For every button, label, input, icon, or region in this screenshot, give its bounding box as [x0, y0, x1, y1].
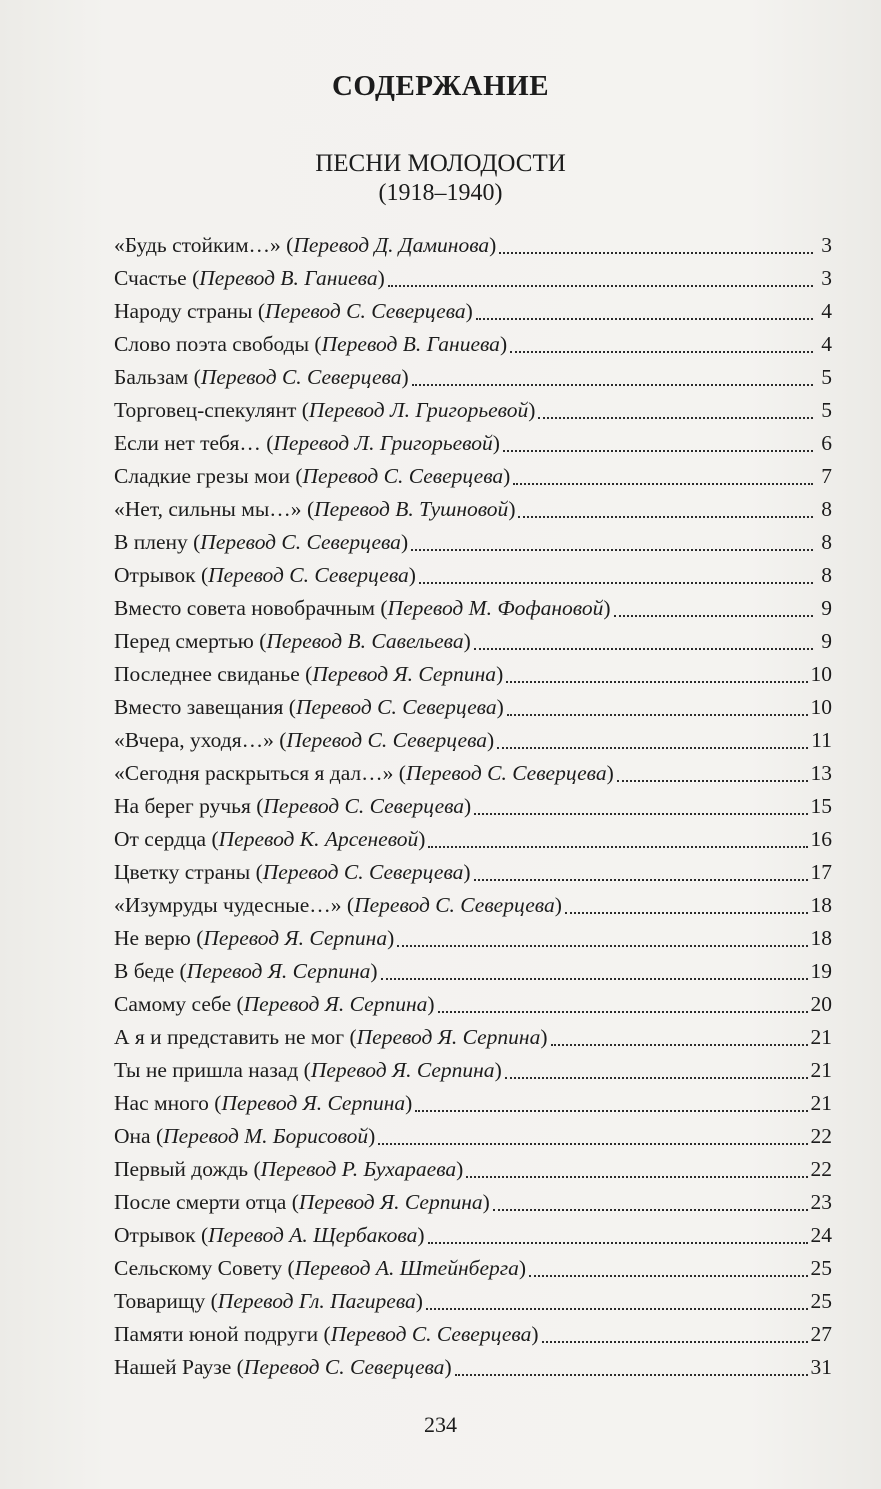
translator-credit: Перевод Д. Даминова: [293, 233, 490, 257]
toc-entry: [114, 526, 832, 559]
poem-title: Перед смертью: [114, 629, 254, 653]
toc-entry-title: В беде (Перевод Я. Серпина): [114, 959, 378, 983]
poem-title: А я и представить не мог: [114, 1025, 345, 1049]
toc-page-number: 3: [821, 233, 832, 257]
translator-credit: Перевод Л. Григорьевой: [273, 431, 493, 455]
toc-entry-title: Самому себе (Перевод Я. Серпина): [114, 992, 435, 1016]
poem-title: Не верю: [114, 926, 191, 950]
toc-entry-title: Народу страны (Перевод С. Северцева): [114, 299, 473, 323]
toc-page-number: 7: [821, 464, 832, 488]
toc-entry: [114, 262, 832, 295]
toc-entry-title: Нас много (Перевод Я. Серпина): [114, 1091, 413, 1115]
toc-page-number: 27: [810, 1322, 832, 1346]
translator-credit: Перевод Гл. Пагирева: [217, 1289, 416, 1313]
toc-page-number: 11: [811, 728, 832, 752]
dot-leader: [499, 252, 813, 254]
poem-title: Народу страны: [114, 299, 253, 323]
toc-entry: [114, 394, 832, 427]
dot-leader: [617, 780, 808, 782]
toc-page-number: 31: [810, 1355, 832, 1379]
toc-entry: [114, 295, 832, 328]
poem-title: Товарищу: [114, 1289, 206, 1313]
toc-entry-title: Не верю (Перевод Я. Серпина): [114, 926, 395, 950]
toc-page-number: 6: [821, 431, 832, 455]
poem-title: От сердца: [114, 827, 207, 851]
dot-leader: [493, 1209, 808, 1211]
poem-title: Сельскому Совету: [114, 1256, 283, 1280]
dot-leader: [614, 615, 813, 617]
toc-entry: [114, 922, 832, 955]
dot-leader: [542, 1341, 808, 1343]
translator-credit: Перевод Р. Бухараева: [260, 1157, 457, 1181]
translator-credit: Перевод М. Борисовой: [163, 1124, 369, 1148]
poem-title: Отрывок: [114, 1223, 196, 1247]
toc-page-number: 9: [821, 596, 832, 620]
dot-leader: [518, 516, 813, 518]
toc-entry: [114, 1120, 832, 1153]
poem-title: Счастье: [114, 266, 187, 290]
toc-entry: [114, 823, 832, 856]
toc-page-number: 3: [821, 266, 832, 290]
toc-page-number: 18: [810, 893, 832, 917]
translator-credit: Перевод Я. Серпина: [221, 1091, 406, 1115]
toc-entry-title: Памяти юной подруги (Перевод С. Северцева): [114, 1322, 539, 1346]
toc-entry-title: Вместо завещания (Перевод С. Северцева): [114, 695, 504, 719]
toc-entry: [114, 889, 832, 922]
dot-leader: [428, 1242, 808, 1244]
translator-credit: Перевод В. Ганиева: [321, 332, 500, 356]
section-title: ПЕСНИ МОЛОДОСТИ: [315, 150, 566, 177]
toc-page-number: 13: [810, 761, 832, 785]
toc-entry-title: «Изумруды чудесные…» (Перевод С. Северцева): [114, 893, 562, 917]
translator-credit: Перевод С. Северцева: [243, 1355, 445, 1379]
translator-credit: Перевод В. Тушновой: [314, 497, 509, 521]
toc-entry: [114, 1021, 832, 1054]
translator-credit: Перевод М. Фофановой: [387, 596, 604, 620]
poem-title: В плену: [114, 530, 188, 554]
toc-page-number: 4: [821, 332, 832, 356]
poem-title: Торговец-спекулянт: [114, 398, 297, 422]
poem-title: Самому себе: [114, 992, 232, 1016]
toc-page-number: 23: [810, 1190, 832, 1214]
toc-entry: [114, 460, 832, 493]
table-of-contents: [114, 229, 832, 1384]
toc-entry: [114, 1285, 832, 1318]
toc-entry-title: На берег ручья (Перевод С. Северцева): [114, 794, 472, 818]
toc-entry: [114, 625, 832, 658]
toc-entry: [114, 361, 832, 394]
dot-leader: [388, 285, 813, 287]
toc-page-number: 24: [810, 1223, 832, 1247]
poem-title: «Изумруды чудесные…»: [114, 893, 342, 917]
translator-credit: Перевод С. Северцева: [330, 1322, 532, 1346]
poem-title: Если нет тебя…: [114, 431, 261, 455]
dot-leader: [538, 417, 813, 419]
poem-title: «Сегодня раскрыться я дал…»: [114, 761, 394, 785]
poem-title: Она: [114, 1124, 151, 1148]
dot-leader: [466, 1176, 807, 1178]
dot-leader: [551, 1044, 808, 1046]
translator-credit: Перевод Я. Серпина: [312, 662, 497, 686]
toc-entry-title: «Нет, сильны мы…» (Перевод В. Тушновой): [114, 497, 516, 521]
dot-leader: [510, 351, 813, 353]
translator-credit: Перевод А. Щербакова: [208, 1223, 418, 1247]
dot-leader: [506, 681, 807, 683]
toc-page-number: 8: [821, 497, 832, 521]
translator-credit: Перевод С. Северцева: [286, 728, 488, 752]
poem-title: «Вчера, уходя…»: [114, 728, 274, 752]
toc-entry-title: «Вчера, уходя…» (Перевод С. Северцева): [114, 728, 495, 752]
translator-credit: Перевод Я. Серпина: [186, 959, 371, 983]
poem-title: Бальзам: [114, 365, 189, 389]
toc-page-number: 22: [810, 1157, 832, 1181]
toc-entry: [114, 1054, 832, 1087]
toc-entry-title: Сельскому Совету (Перевод А. Штейнберга): [114, 1256, 527, 1280]
dot-leader: [503, 450, 813, 452]
toc-entry: [114, 328, 832, 361]
toc-entry: [114, 724, 832, 757]
toc-entry: [114, 757, 832, 790]
translator-credit: Перевод С. Северцева: [200, 365, 402, 389]
poem-title: Ты не пришла назад: [114, 1058, 299, 1082]
toc-page-number: 9: [821, 629, 832, 653]
dot-leader: [505, 1077, 808, 1079]
toc-entry: [114, 790, 832, 823]
toc-page-number: 21: [810, 1058, 832, 1082]
toc-entry: [114, 1318, 832, 1351]
dot-leader: [565, 912, 808, 914]
dot-leader: [476, 318, 813, 320]
toc-entry: [114, 988, 832, 1021]
toc-entry-title: Ты не пришла назад (Перевод Я. Серпина): [114, 1058, 502, 1082]
toc-entry-title: От сердца (Перевод К. Арсеневой): [114, 827, 426, 851]
toc-entry-title: Нашей Раузе (Перевод С. Северцева): [114, 1355, 452, 1379]
toc-entry: [114, 691, 832, 724]
dot-leader: [381, 978, 808, 980]
toc-entry-title: Счастье (Перевод В. Ганиева): [114, 266, 385, 290]
dot-leader: [474, 879, 808, 881]
toc-entry-title: «Будь стойким…» (Перевод Д. Даминова): [114, 233, 497, 257]
dot-leader: [438, 1011, 808, 1013]
poem-title: Цветку страны: [114, 860, 251, 884]
dot-leader: [419, 582, 813, 584]
toc-page-number: 8: [821, 530, 832, 554]
poem-title: Вместо совета новобрачным: [114, 596, 375, 620]
translator-credit: Перевод Я. Серпина: [243, 992, 428, 1016]
translator-credit: Перевод С. Северцева: [295, 695, 497, 719]
toc-page-number: 4: [821, 299, 832, 323]
section-years: (1918–1940): [378, 180, 503, 206]
poem-title: «Будь стойким…»: [114, 233, 281, 257]
toc-page-number: 18: [810, 926, 832, 950]
toc-page-number: 15: [810, 794, 832, 818]
toc-page-number: 20: [810, 992, 832, 1016]
poem-title: Сладкие грезы мои: [114, 464, 290, 488]
poem-title: На берег ручья: [114, 794, 251, 818]
toc-entry-title: Перед смертью (Перевод В. Савельева): [114, 629, 471, 653]
translator-credit: Перевод Я. Серпина: [203, 926, 388, 950]
translator-credit: Перевод В. Савельева: [266, 629, 464, 653]
toc-entry-title: Слово поэта свободы (Перевод В. Ганиева): [114, 332, 508, 356]
toc-page-number: 5: [821, 398, 832, 422]
toc-page-number: 21: [810, 1025, 832, 1049]
dot-leader: [497, 747, 808, 749]
toc-entry: [114, 955, 832, 988]
toc-entry-title: Цветку страны (Перевод С. Северцева): [114, 860, 471, 884]
toc-entry-title: Если нет тебя… (Перевод Л. Григорьевой): [114, 431, 500, 455]
translator-credit: Перевод С. Северцева: [354, 893, 555, 917]
translator-credit: Перевод В. Ганиева: [199, 266, 378, 290]
toc-page-number: 8: [821, 563, 832, 587]
page-number: 234: [424, 1412, 457, 1437]
toc-entry: [114, 427, 832, 460]
dot-leader: [474, 813, 807, 815]
poem-title: Отрывок: [114, 563, 196, 587]
dot-leader: [412, 384, 813, 386]
toc-entry: [114, 1252, 832, 1285]
dot-leader: [455, 1374, 808, 1376]
translator-credit: Перевод Я. Серпина: [356, 1025, 541, 1049]
poem-title: После смерти отца: [114, 1190, 287, 1214]
poem-title: В беде: [114, 959, 175, 983]
poem-title: Нашей Раузе: [114, 1355, 232, 1379]
dot-leader: [426, 1308, 808, 1310]
translator-credit: Перевод А. Штейнберга: [294, 1256, 519, 1280]
toc-entry-title: Торговец-спекулянт (Перевод Л. Григорьевой): [114, 398, 536, 422]
translator-credit: Перевод С. Северцева: [208, 563, 409, 587]
dot-leader: [397, 945, 807, 947]
toc-entry: [114, 1186, 832, 1219]
toc-entry-title: Первый дождь (Перевод Р. Бухараева): [114, 1157, 464, 1181]
toc-entry-title: Отрывок (Перевод С. Северцева): [114, 563, 416, 587]
toc-entry: [114, 856, 832, 889]
dot-leader: [415, 1110, 807, 1112]
translator-credit: Перевод К. Арсеневой: [218, 827, 419, 851]
toc-page-number: 5: [821, 365, 832, 389]
toc-entry-title: Бальзам (Перевод С. Северцева): [114, 365, 409, 389]
dot-leader: [529, 1275, 807, 1277]
toc-entry: [114, 559, 832, 592]
toc-page-number: 25: [810, 1289, 832, 1313]
poem-title: Последнее свиданье: [114, 662, 300, 686]
translator-credit: Перевод С. Северцева: [262, 860, 464, 884]
dot-leader: [411, 549, 813, 551]
dot-leader: [474, 648, 813, 650]
toc-entry: [114, 493, 832, 526]
toc-page-number: 21: [810, 1091, 832, 1115]
translator-credit: Перевод С. Северцева: [405, 761, 607, 785]
dot-leader: [428, 846, 807, 848]
poem-title: Памяти юной подруги: [114, 1322, 319, 1346]
toc-page-number: 19: [810, 959, 832, 983]
toc-page-number: 17: [810, 860, 832, 884]
poem-title: Слово поэта свободы: [114, 332, 310, 356]
page-title: СОДЕРЖАНИЕ: [331, 70, 550, 102]
toc-entry: [114, 658, 832, 691]
poem-title: Вместо завещания: [114, 695, 284, 719]
toc-page-number: 16: [810, 827, 832, 851]
dot-leader: [378, 1143, 807, 1145]
toc-page-number: 10: [810, 662, 832, 686]
translator-credit: Перевод С. Северцева: [265, 299, 466, 323]
toc-entry-title: В плену (Перевод С. Северцева): [114, 530, 409, 554]
toc-entry-title: Она (Перевод М. Борисовой): [114, 1124, 376, 1148]
toc-entry: [114, 592, 832, 625]
translator-credit: Перевод Я. Серпина: [298, 1190, 483, 1214]
toc-entry: [114, 1087, 832, 1120]
translator-credit: Перевод С. Северцева: [263, 794, 465, 818]
dot-leader: [513, 483, 813, 485]
toc-entry-title: Вместо совета новобрачным (Перевод М. Фофановой): [114, 596, 611, 620]
toc-entry-title: А я и представить не мог (Перевод Я. Серпина): [114, 1025, 548, 1049]
toc-page-number: 25: [810, 1256, 832, 1280]
translator-credit: Перевод Л. Григорьевой: [308, 398, 529, 422]
toc-entry: [114, 1153, 832, 1186]
toc-entry: [114, 229, 832, 262]
dot-leader: [507, 714, 808, 716]
toc-entry: [114, 1219, 832, 1252]
translator-credit: Перевод С. Северцева: [200, 530, 401, 554]
translator-credit: Перевод С. Северцева: [302, 464, 504, 488]
toc-entry-title: Сладкие грезы мои (Перевод С. Северцева): [114, 464, 511, 488]
toc-entry-title: Товарищу (Перевод Гл. Пагирева): [114, 1289, 423, 1313]
poem-title: Нас много: [114, 1091, 209, 1115]
toc-entry-title: «Сегодня раскрыться я дал…» (Перевод С. Северцева): [114, 761, 614, 785]
toc-entry: [114, 1351, 832, 1384]
translator-credit: Перевод Я. Серпина: [310, 1058, 495, 1082]
poem-title: «Нет, сильны мы…»: [114, 497, 302, 521]
poem-title: Первый дождь: [114, 1157, 249, 1181]
toc-entry-title: Отрывок (Перевод А. Щербакова): [114, 1223, 425, 1247]
toc-entry-title: Последнее свиданье (Перевод Я. Серпина): [114, 662, 504, 686]
toc-page-number: 10: [810, 695, 832, 719]
toc-page-number: 22: [810, 1124, 832, 1148]
toc-entry-title: После смерти отца (Перевод Я. Серпина): [114, 1190, 490, 1214]
